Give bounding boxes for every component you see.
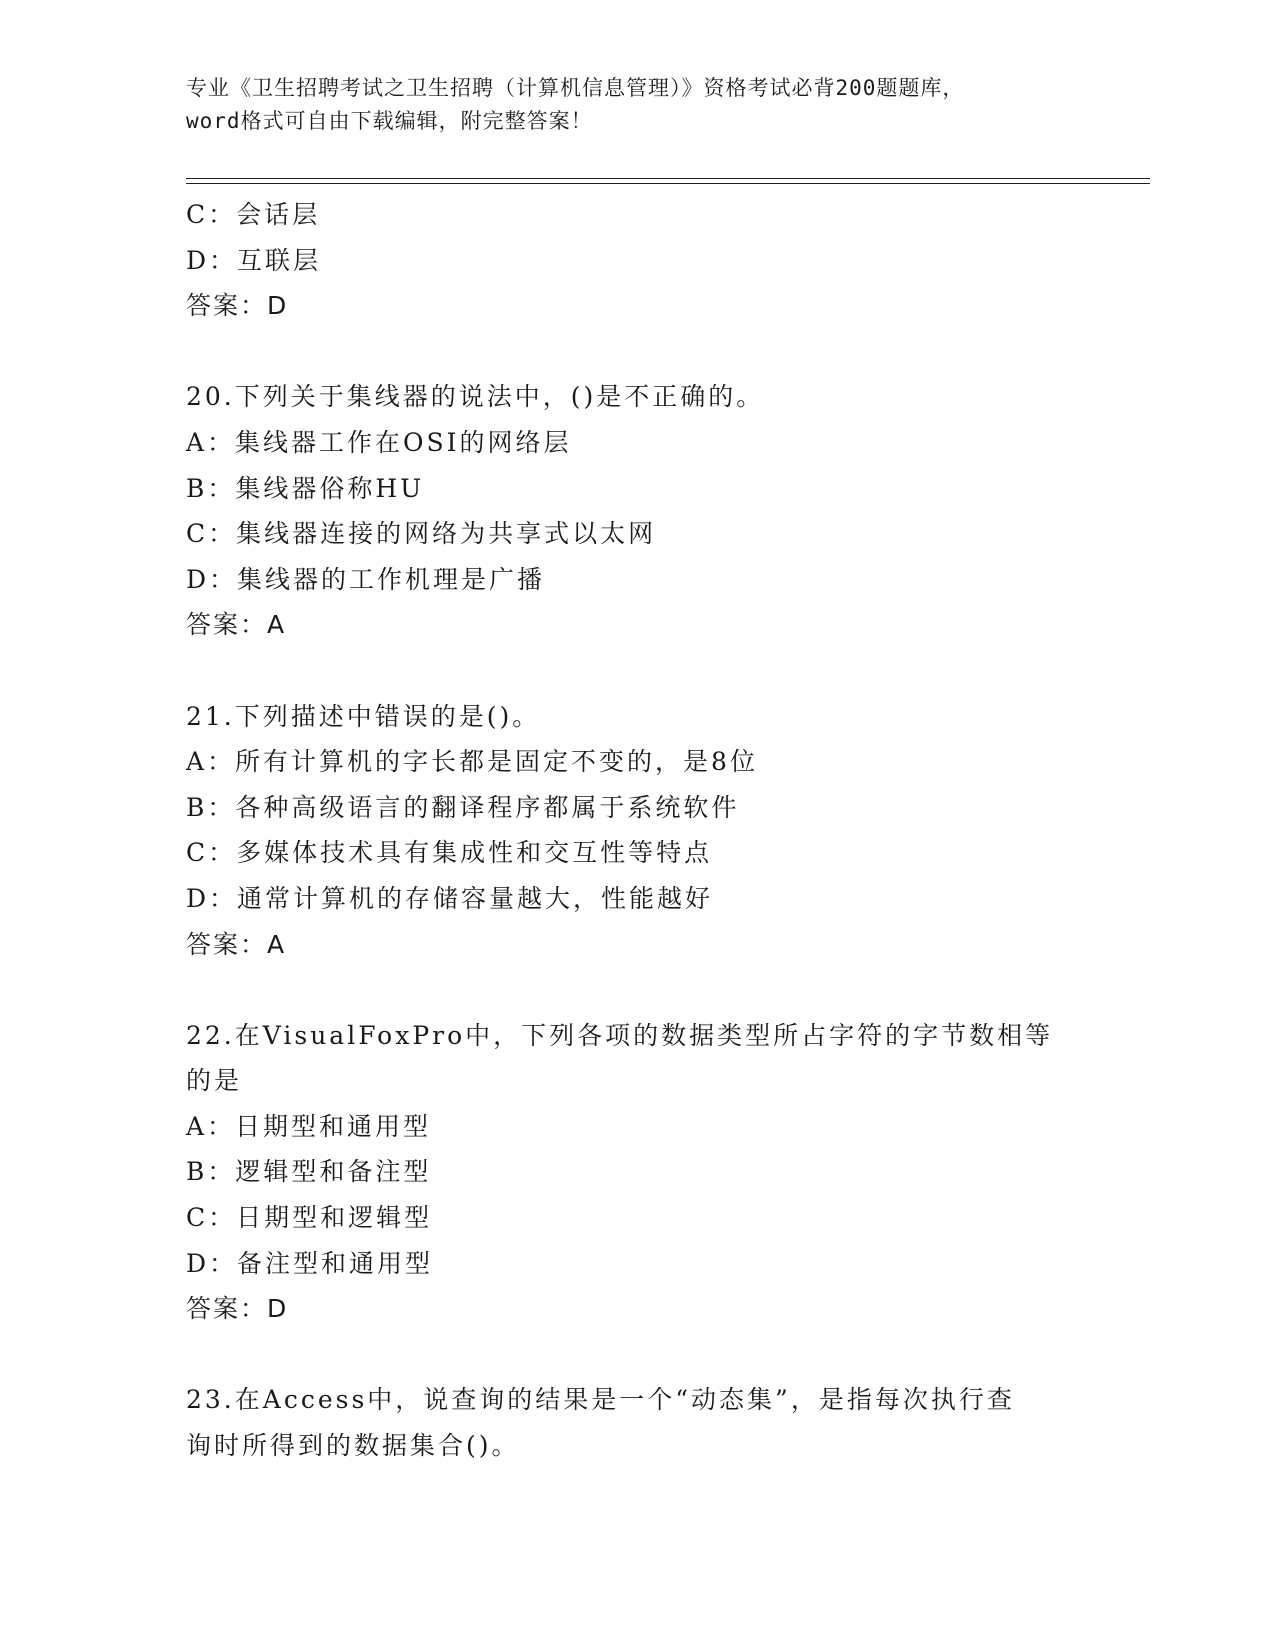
answer-line: 答案：D xyxy=(186,291,289,321)
document-header xyxy=(186,72,1066,138)
question-23 xyxy=(186,1377,1086,1468)
header-divider-top xyxy=(186,178,1150,179)
question-stem: 23.在Access中，说查询的结果是一个“动态集”，是指每次执行查 xyxy=(186,1385,1015,1415)
question-stem-continued: 的是 xyxy=(186,1066,243,1096)
option-d: D：备注型和通用型 xyxy=(186,1248,434,1278)
option-c: C：集线器连接的网络为共享式以太网 xyxy=(186,519,657,549)
option-d: D：互联层 xyxy=(186,245,322,275)
question-stem: 22.在VisualFoxPro中，下列各项的数据类型所占字符的字节数相等 xyxy=(186,1020,1054,1050)
answer-line: 答案：A xyxy=(186,929,287,959)
question-list xyxy=(186,192,1086,1469)
option-b: B：集线器俗称HU xyxy=(186,473,425,503)
header-line-1: 专业《卫生招聘考试之卫生招聘（计算机信息管理）》资格考试必背200题题库， xyxy=(186,76,965,100)
option-b: B：各种高级语言的翻译程序都属于系统软件 xyxy=(186,792,740,822)
option-a: A：集线器工作在OSI的网络层 xyxy=(186,427,572,457)
answer-line: 答案：D xyxy=(186,1294,289,1324)
option-b: B：逻辑型和备注型 xyxy=(186,1157,432,1187)
option-d: D：集线器的工作机理是广播 xyxy=(186,564,546,594)
question-21 xyxy=(186,694,1086,968)
question-stem: 21.下列描述中错误的是()。 xyxy=(186,701,541,731)
option-a: A：日期型和通用型 xyxy=(186,1111,432,1141)
question-20 xyxy=(186,374,1086,648)
option-c: C：日期型和逻辑型 xyxy=(186,1203,433,1233)
question-stem-continued: 询时所得到的数据集合()。 xyxy=(186,1431,520,1461)
header-line-2: word格式可自由下载编辑，附完整答案！ xyxy=(186,109,593,133)
option-d: D：通常计算机的存储容量越大，性能越好 xyxy=(186,883,714,913)
header-divider-bottom xyxy=(186,183,1150,184)
question-stem: 20.下列关于集线器的说法中，()是不正确的。 xyxy=(186,382,765,412)
answer-line: 答案：A xyxy=(186,610,287,640)
question-22 xyxy=(186,1013,1086,1332)
option-c: C：多媒体技术具有集成性和交互性等特点 xyxy=(186,838,713,868)
question-continuation xyxy=(186,192,1086,329)
option-c: C：会话层 xyxy=(186,200,321,229)
option-a: A：所有计算机的字长都是固定不变的，是8位 xyxy=(186,747,758,777)
